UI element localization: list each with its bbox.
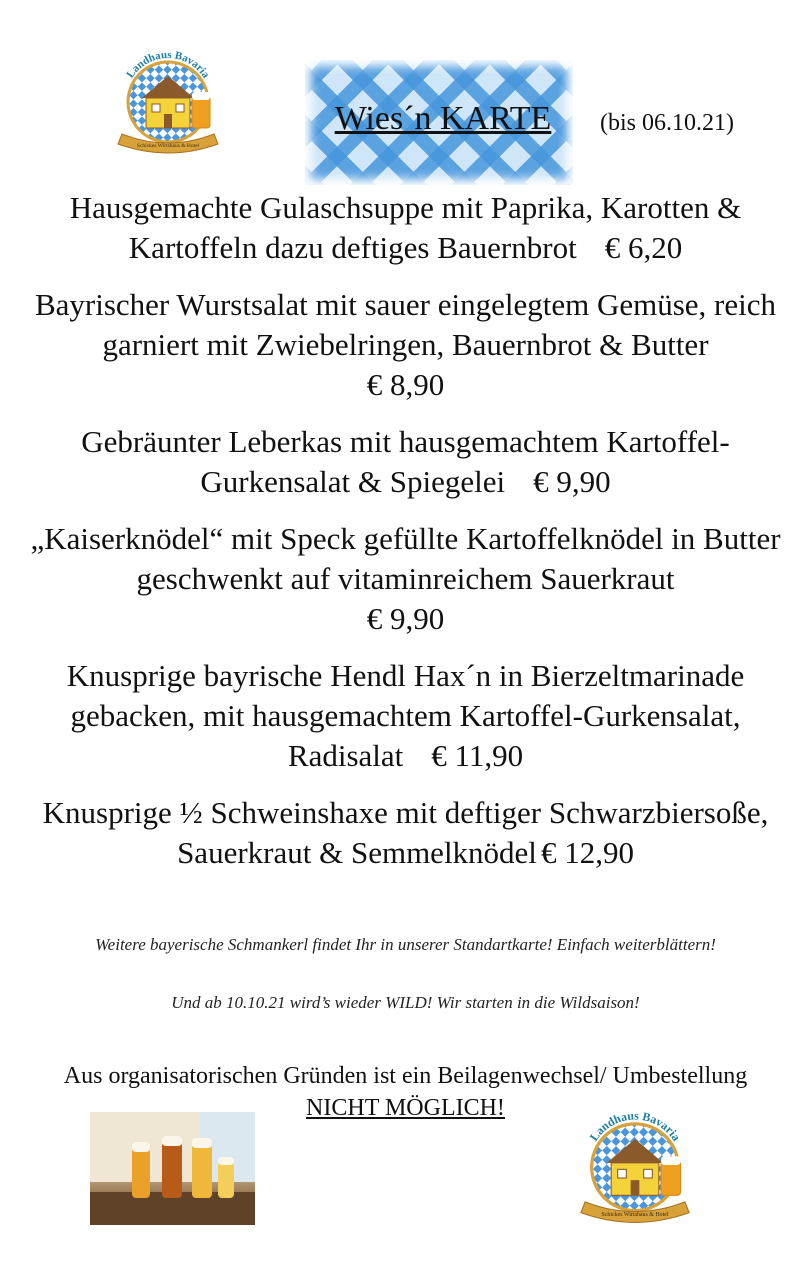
menu-item-price: € 9,90 bbox=[366, 601, 445, 636]
menu-item bbox=[30, 188, 781, 268]
menu-item-text: Knusprige ½ Schweinshaxe mit deftiger Schwarzbiersoße, Sauerkraut & Semmelknödel bbox=[42, 795, 769, 870]
beer-glasses-photo bbox=[90, 1112, 255, 1225]
menu-item-text: „Kaiserknödel“ mit Speck gefüllte Kartoffelknödel in Butter geschwenkt auf vitaminreichem Sauerkraut bbox=[30, 521, 781, 596]
landhaus-bavaria-logo-bottom bbox=[570, 1100, 700, 1230]
menu-item bbox=[30, 519, 781, 639]
menu-item-price: € 8,90 bbox=[366, 367, 445, 402]
valid-until: (bis 06.10.21) bbox=[600, 110, 734, 136]
menu-item-text: Bayrischer Wurstsalat mit sauer eingelegtem Gemüse, reich garniert mit Zwiebelringen, Bauernbrot & Butter bbox=[34, 287, 777, 362]
menu-item bbox=[30, 656, 781, 776]
menu-item-text: Hausgemachte Gulaschsuppe mit Paprika, Karotten & Kartoffeln dazu deftiges Bauernbrot bbox=[69, 190, 742, 265]
landhaus-bavaria-logo-top bbox=[108, 40, 228, 160]
menu-item-price: € 12,90 bbox=[540, 835, 634, 870]
notice-line: Aus organisatorischen Gründen ist ein Beilagenwechsel/ Umbestellung bbox=[63, 1063, 748, 1089]
menu-list bbox=[30, 188, 781, 890]
logo-banner-text: Schickes Wirtshaus & Hotel bbox=[136, 143, 200, 149]
menu-item-text: Gebräunter Leberkas mit hausgemachtem Kartoffel-Gurkensalat & Spiegelei bbox=[81, 424, 730, 499]
logo-arc-text: Landhaus Bavaria bbox=[586, 1108, 684, 1144]
note-wild-season: Und ab 10.10.21 wird’s wieder WILD! Wir starten in die Wildsaison! bbox=[171, 993, 640, 1012]
note-more-dishes: Weitere bayerische Schmankerl findet Ihr in unserer Standartkarte! Einfach weiterblättern! bbox=[95, 935, 716, 954]
menu-item-price: € 9,90 bbox=[533, 464, 611, 499]
menu-item-price: € 11,90 bbox=[431, 738, 524, 773]
logo-banner-text: Schickes Wirtshaus & Hotel bbox=[601, 1211, 669, 1218]
notice-strong: NICHT MÖGLICH! bbox=[306, 1095, 505, 1121]
logo-arc-text: Landhaus Bavaria bbox=[124, 48, 212, 81]
page-title: Wies´n KARTE bbox=[334, 100, 552, 137]
beer-glasses-illustration bbox=[90, 1112, 255, 1225]
menu-item-price: € 6,20 bbox=[604, 230, 683, 265]
menu-item bbox=[30, 422, 781, 502]
menu-item-text: Knusprige bayrische Hendl Hax´n in Bierzeltmarinade gebacken, mit hausgemachtem Kartoffel-Gurkensalat, Radisalat bbox=[66, 658, 745, 773]
menu-item bbox=[30, 285, 781, 405]
menu-item bbox=[30, 793, 781, 873]
